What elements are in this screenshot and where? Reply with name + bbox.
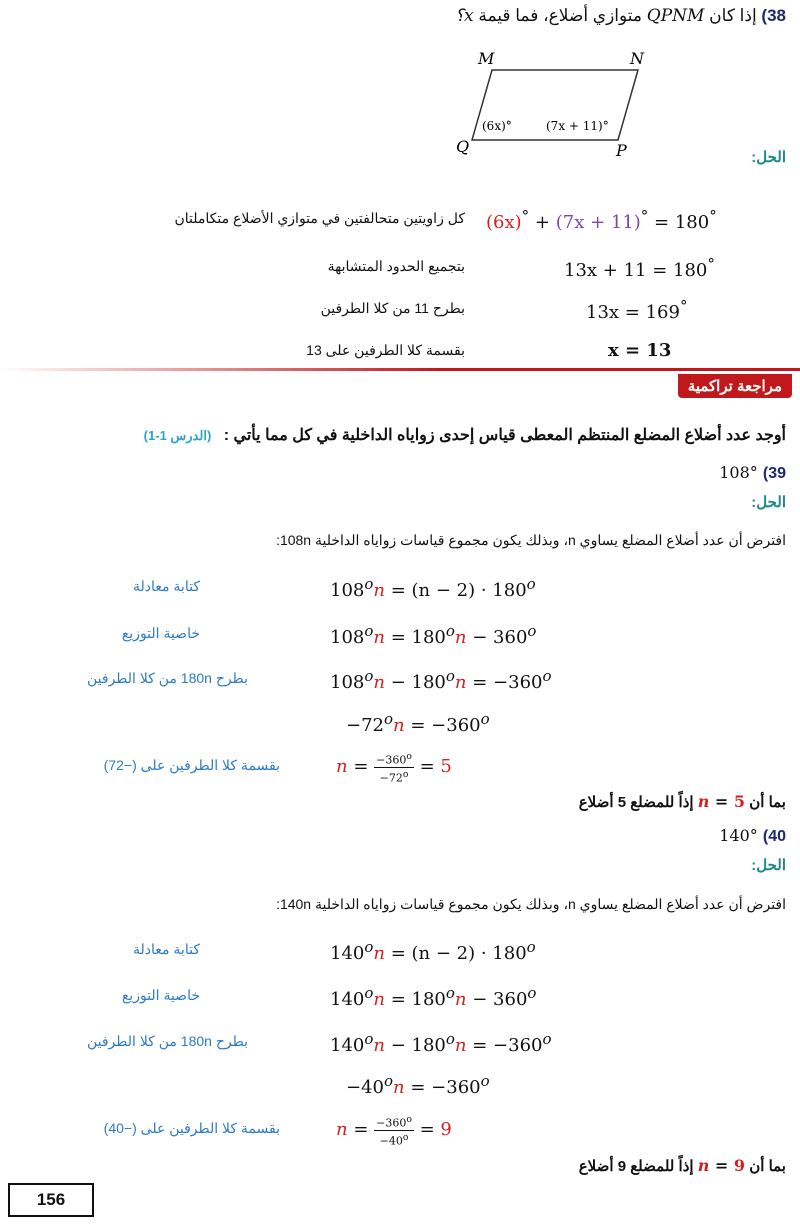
q39-header	[719, 463, 786, 483]
q38-variable: x؟	[454, 6, 474, 26]
q40-eq2-lhs: 140	[330, 989, 365, 1010]
q40-conclusion-a: بما أن	[749, 1158, 786, 1175]
q40-eq4-rhs: = −360	[410, 1077, 481, 1098]
q39-eq5: n = $\frac{-360^o}{-72^o}$ = 5	[336, 751, 452, 785]
q39-eq4: $-72^on = -360^o$	[346, 710, 490, 736]
q38-eq2-text: 13x + 11 = 180	[564, 260, 708, 281]
q40-eq1-rhs: = (n − 2) · 180	[390, 943, 527, 964]
q39-intro: افترض أن عدد أضلاع المضلع يساوي n، وبذلك يكون مجموع قياسات زواياه الداخلية 108n:	[276, 532, 786, 548]
q40-eq2: $140^on = 180^on - 360^o$	[330, 984, 537, 1010]
q38-text-suffix: متوازي أضلاع، فما قيمة	[478, 6, 643, 25]
q39-fraction: $\frac{-360^o}{-72^o}$	[376, 751, 412, 785]
vertex-q-label: Q	[456, 137, 470, 156]
q38-reason-2: بتجميع الحدود المتشابهة	[327, 258, 465, 274]
q39-eq4-rhs: = −360	[410, 715, 481, 736]
q39-reason-2: خاصية التوزيع	[121, 625, 200, 641]
q39-eq1-lhs: 108	[330, 580, 365, 601]
q38-eq3: 13x = 169°	[586, 297, 688, 323]
q39-solution-label: الحل:	[751, 494, 786, 511]
parallelogram-figure	[450, 48, 670, 158]
q40-conclusion: بما أن n = 9 إذاً للمضلع 9 أضلاع	[578, 1156, 786, 1175]
q40-eq5: n = $\frac{-360^o}{-40^o}$ = 9	[336, 1114, 452, 1148]
q40-eq4: $-40^on = -360^o$	[346, 1072, 490, 1098]
q40-intro: افترض أن عدد أضلاع المضلع يساوي n، وبذلك يكون مجموع قياسات زواياه الداخلية 140n:	[276, 896, 786, 912]
q39-number: (39	[762, 465, 786, 482]
review-banner-title: مراجعة تراكمية	[687, 378, 782, 395]
q40-frac-numerator: −360	[376, 1116, 407, 1130]
q39-result: 5	[440, 756, 452, 778]
q38-question	[455, 6, 786, 26]
review-banner	[678, 374, 792, 398]
q38-solution-label: الحل:	[751, 149, 786, 166]
q40-angle: 140°	[719, 826, 758, 845]
review-instruction-text: أوجد عدد أضلاع المضلع المنتظم المعطى قياس إحدى زواياه الداخلية في كل مما يأتي :	[223, 427, 786, 444]
q39-conclusion: بما أن n = 5 إذاً للمضلع 5 أضلاع	[578, 792, 786, 811]
q38-eq3-text: 13x = 169	[586, 302, 680, 323]
review-banner-rule	[0, 368, 800, 371]
q39-eq3: $108^on - 180^on = -360^o$	[330, 667, 552, 693]
vertex-n-label: N	[630, 49, 644, 68]
q39-reason-3: بطرح 180n من كلا الطرفين	[87, 670, 248, 686]
q39-frac-numerator: −360	[376, 753, 407, 767]
q40-fraction: $\frac{-360^o}{-40^o}$	[376, 1114, 412, 1148]
q40-header	[719, 826, 786, 846]
q40-eq1-lhs: 140	[330, 943, 365, 964]
angle-q-label: (6x)°	[482, 119, 512, 133]
q40-frac-denominator: −40	[379, 1134, 403, 1148]
q38-eq2: 13x + 11 = 180°	[564, 255, 715, 281]
q40-reason-3: بطرح 180n من كلا الطرفين	[87, 1033, 248, 1049]
page-number: 156	[36, 1190, 66, 1209]
q39-eq3-rhs: = −360	[472, 672, 543, 693]
q38-number: 38)	[761, 6, 786, 25]
q39-frac-denominator: −72	[379, 771, 403, 785]
q38-shape-name: QPNM	[646, 6, 705, 26]
q39-eq1-rhs: = (n − 2) · 180	[390, 580, 527, 601]
q38-eq4: x = 13	[608, 340, 672, 361]
q39-angle: 108°	[719, 463, 758, 482]
q39-eq2: $108^on = 180^on - 360^o$	[330, 622, 537, 648]
q40-eq4-lhs: −40	[346, 1077, 384, 1098]
angle-p-label: (7x + 11)°	[546, 119, 609, 133]
q39-conclusion-b: إذاً للمضلع 5 أضلاع	[578, 794, 694, 811]
q39-eq2-rhs: = 180	[390, 627, 446, 648]
q40-eq3: $140^on - 180^on = -360^o$	[330, 1030, 552, 1056]
q40-reason-1: كتابة معادلة	[133, 941, 200, 957]
q38-reason-3: بطرح 11 من كلا الطرفين	[320, 300, 465, 316]
q40-solution-label: الحل:	[751, 857, 786, 874]
q39-conclusion-a: بما أن	[749, 794, 786, 811]
q40-conclusion-b: إذاً للمضلع 9 أضلاع	[578, 1158, 694, 1175]
q38-reason-1: كل زاويتين متحالفتين في متوازي الأضلاع متكاملتان	[174, 210, 465, 226]
q39-eq1: $108^on = (n - 2) \cdot 180^o$	[330, 575, 536, 601]
q38-eq1-term-a: (6x)	[486, 212, 522, 233]
q39-eq3-lhs: 108	[330, 672, 365, 693]
q38-eq1-plus: +	[534, 212, 550, 233]
q39-eq4-lhs: −72	[346, 715, 384, 736]
vertex-m-label: M	[478, 49, 495, 68]
q40-number: (40	[762, 828, 786, 845]
q40-eq2-rhs: = 180	[390, 989, 446, 1010]
q40-reason-5: بقسمة كلا الطرفين على (−40)	[103, 1120, 280, 1136]
q38-text-prefix: إذا كان	[709, 6, 757, 25]
q39-reason-5: بقسمة كلا الطرفين على (−72)	[103, 757, 280, 773]
review-instruction	[144, 425, 786, 445]
page-number-box	[8, 1183, 94, 1217]
q38-eq1-term-b: (7x + 11)	[555, 212, 641, 233]
q40-eq3-lhs: 140	[330, 1035, 365, 1056]
q40-result: 9	[440, 1119, 452, 1141]
vertex-p-label: P	[616, 141, 627, 158]
q38-eq1-rhs: = 180	[654, 212, 710, 233]
q38-reason-4: بقسمة كلا الطرفين على 13	[306, 342, 465, 358]
q39-eq2-lhs: 108	[330, 627, 365, 648]
q38-eq1: (6x)° + (7x + 11)° = 180°	[486, 207, 717, 233]
q40-eq1: $140^on = (n - 2) \cdot 180^o$	[330, 938, 536, 964]
q39-reason-1: كتابة معادلة	[133, 578, 200, 594]
q40-reason-2: خاصية التوزيع	[121, 987, 200, 1003]
q40-eq3-rhs: = −360	[472, 1035, 543, 1056]
lesson-reference: (الدرس 1-1)	[143, 428, 212, 443]
